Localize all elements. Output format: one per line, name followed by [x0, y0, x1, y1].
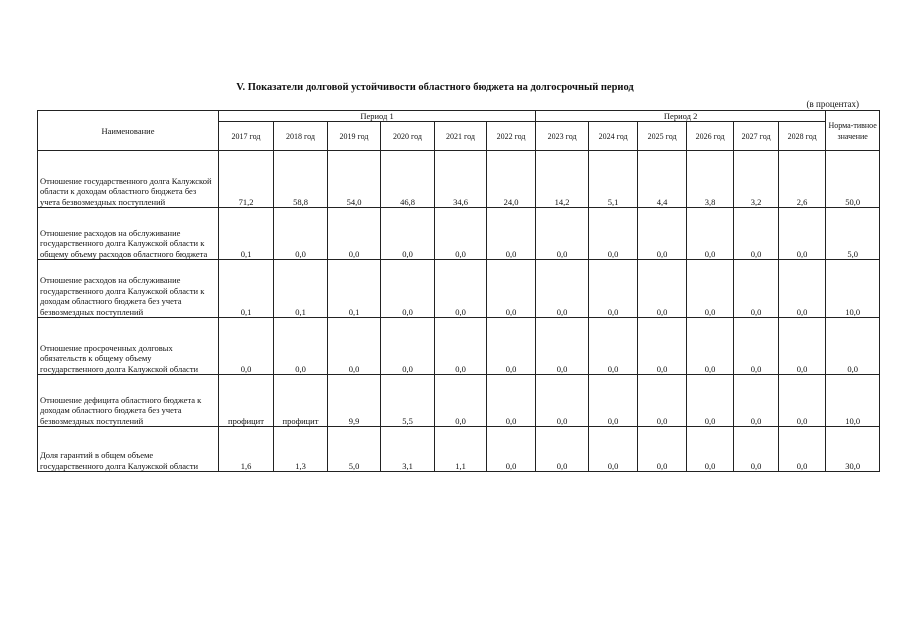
column-header-year: 2020 год — [381, 122, 435, 151]
row-value-cell: 0,0 — [536, 208, 589, 260]
row-name: Доля гарантий в общем объеме государственного долга Калужской области — [38, 427, 219, 472]
row-value-cell: 0,0 — [779, 260, 826, 318]
row-value-cell: 0,0 — [435, 318, 487, 375]
row-value-cell: 0,0 — [487, 427, 536, 472]
row-value-cell: 0,0 — [687, 427, 734, 472]
row-value-cell: 0,0 — [734, 318, 779, 375]
column-header-year: 2028 год — [779, 122, 826, 151]
column-header-year: 2021 год — [435, 122, 487, 151]
row-name: Отношение расходов на обслуживание государственного долга Калужской области к общему объему расходов областного бюджета — [38, 208, 219, 260]
row-value-cell: 0,0 — [328, 318, 381, 375]
row-value-cell: 0,0 — [779, 427, 826, 472]
row-name: Отношение государственного долга Калужской области к доходам областного бюджета без учета безвозмездных поступлений — [38, 151, 219, 208]
row-value-cell: профицит — [274, 375, 328, 427]
row-value-cell: 5,5 — [381, 375, 435, 427]
row-value-cell: 5,0 — [328, 427, 381, 472]
column-header-year: 2027 год — [734, 122, 779, 151]
row-value-cell: 0,0 — [274, 318, 328, 375]
row-value-cell: 0,0 — [687, 318, 734, 375]
row-value-cell: 0,0 — [435, 375, 487, 427]
column-header-norm: Норма-тивное значение — [826, 111, 880, 151]
column-header-year: 2019 год — [328, 122, 381, 151]
row-value-cell: 0,1 — [274, 260, 328, 318]
row-value-cell: 0,0 — [536, 427, 589, 472]
row-value-cell: 0,0 — [589, 208, 638, 260]
debt-sustainability-table — [37, 110, 880, 472]
row-name: Отношение просроченных долговых обязательств к общему объему государственного долга Калужской области — [38, 318, 219, 375]
column-header-year: 2018 год — [274, 122, 328, 151]
row-value-cell: 0,1 — [328, 260, 381, 318]
row-value-cell: 0,0 — [589, 375, 638, 427]
column-header-year: 2017 год — [219, 122, 274, 151]
row-value-cell: 0,0 — [274, 208, 328, 260]
row-value-cell: 0,0 — [638, 427, 687, 472]
row-value-cell: 71,2 — [219, 151, 274, 208]
row-value-cell: 1,6 — [219, 427, 274, 472]
row-value-cell: 3,8 — [687, 151, 734, 208]
table-row — [38, 318, 880, 375]
row-value-cell: 54,0 — [328, 151, 381, 208]
row-value-cell: 0,0 — [589, 427, 638, 472]
row-name: Отношение расходов на обслуживание государственного долга Калужской области к доходам областного бюджета без учета безвозмездных поступлений — [38, 260, 219, 318]
row-value-cell: 3,2 — [734, 151, 779, 208]
table-row — [38, 260, 880, 318]
row-value-cell: 0,0 — [328, 208, 381, 260]
row-value-cell: 0,0 — [734, 260, 779, 318]
row-value-cell: 0,0 — [734, 427, 779, 472]
row-value-cell: 0,0 — [734, 208, 779, 260]
row-value-cell: 0,0 — [589, 318, 638, 375]
column-header-period1: Период 1 — [219, 111, 536, 122]
row-value-cell: 0,0 — [779, 208, 826, 260]
row-value-cell: 58,8 — [274, 151, 328, 208]
row-name: Отношение дефицита областного бюджета к доходам областного бюджета без учета безвозмездных поступлений — [38, 375, 219, 427]
row-value-cell: 1,1 — [435, 427, 487, 472]
row-value-cell: 0,0 — [638, 375, 687, 427]
row-value-cell: 14,2 — [536, 151, 589, 208]
row-norm-value: 50,0 — [826, 151, 880, 208]
row-value-cell: 0,0 — [487, 318, 536, 375]
row-value-cell: 5,1 — [589, 151, 638, 208]
row-norm-value: 5,0 — [826, 208, 880, 260]
row-norm-value: 0,0 — [826, 318, 880, 375]
units-note: (в процентах) — [806, 99, 859, 109]
row-value-cell: 0,0 — [589, 260, 638, 318]
column-header-period2: Период 2 — [536, 111, 826, 122]
row-value-cell: 24,0 — [487, 151, 536, 208]
column-header-name: Наименование — [38, 111, 219, 151]
table-row — [38, 208, 880, 260]
row-value-cell: 0,0 — [779, 375, 826, 427]
row-value-cell: 0,0 — [435, 260, 487, 318]
row-value-cell: 0,0 — [219, 318, 274, 375]
row-value-cell: 0,0 — [381, 208, 435, 260]
row-value-cell: 0,0 — [487, 208, 536, 260]
row-value-cell: 1,3 — [274, 427, 328, 472]
row-value-cell: 0,0 — [487, 375, 536, 427]
row-value-cell: 0,0 — [687, 208, 734, 260]
document-title: V. Показатели долговой устойчивости областного бюджета на долгосрочный период — [236, 82, 634, 93]
row-value-cell: профицит — [219, 375, 274, 427]
row-value-cell: 46,8 — [381, 151, 435, 208]
row-value-cell: 0,0 — [779, 318, 826, 375]
row-value-cell: 4,4 — [638, 151, 687, 208]
table-body — [38, 151, 880, 472]
row-value-cell: 0,0 — [381, 260, 435, 318]
table-row — [38, 427, 880, 472]
row-value-cell: 2,6 — [779, 151, 826, 208]
table-row — [38, 151, 880, 208]
row-value-cell: 34,6 — [435, 151, 487, 208]
row-norm-value: 10,0 — [826, 260, 880, 318]
row-value-cell: 0,0 — [638, 260, 687, 318]
column-header-year: 2023 год — [536, 122, 589, 151]
row-norm-value: 30,0 — [826, 427, 880, 472]
column-header-year: 2025 год — [638, 122, 687, 151]
row-norm-value: 10,0 — [826, 375, 880, 427]
column-header-year: 2026 год — [687, 122, 734, 151]
row-value-cell: 0,0 — [638, 208, 687, 260]
row-value-cell: 0,0 — [381, 318, 435, 375]
row-value-cell: 0,0 — [734, 375, 779, 427]
row-value-cell: 0,1 — [219, 260, 274, 318]
row-value-cell: 0,0 — [487, 260, 536, 318]
row-value-cell: 0,0 — [536, 375, 589, 427]
table-header — [38, 111, 880, 151]
column-header-year: 2022 год — [487, 122, 536, 151]
row-value-cell: 0,0 — [687, 260, 734, 318]
row-value-cell: 0,0 — [638, 318, 687, 375]
row-value-cell: 0,0 — [687, 375, 734, 427]
row-value-cell: 9,9 — [328, 375, 381, 427]
row-value-cell: 3,1 — [381, 427, 435, 472]
header-row-periods — [38, 111, 880, 122]
row-value-cell: 0,0 — [536, 260, 589, 318]
column-header-year: 2024 год — [589, 122, 638, 151]
table-row — [38, 375, 880, 427]
row-value-cell: 0,1 — [219, 208, 274, 260]
row-value-cell: 0,0 — [435, 208, 487, 260]
row-value-cell: 0,0 — [536, 318, 589, 375]
